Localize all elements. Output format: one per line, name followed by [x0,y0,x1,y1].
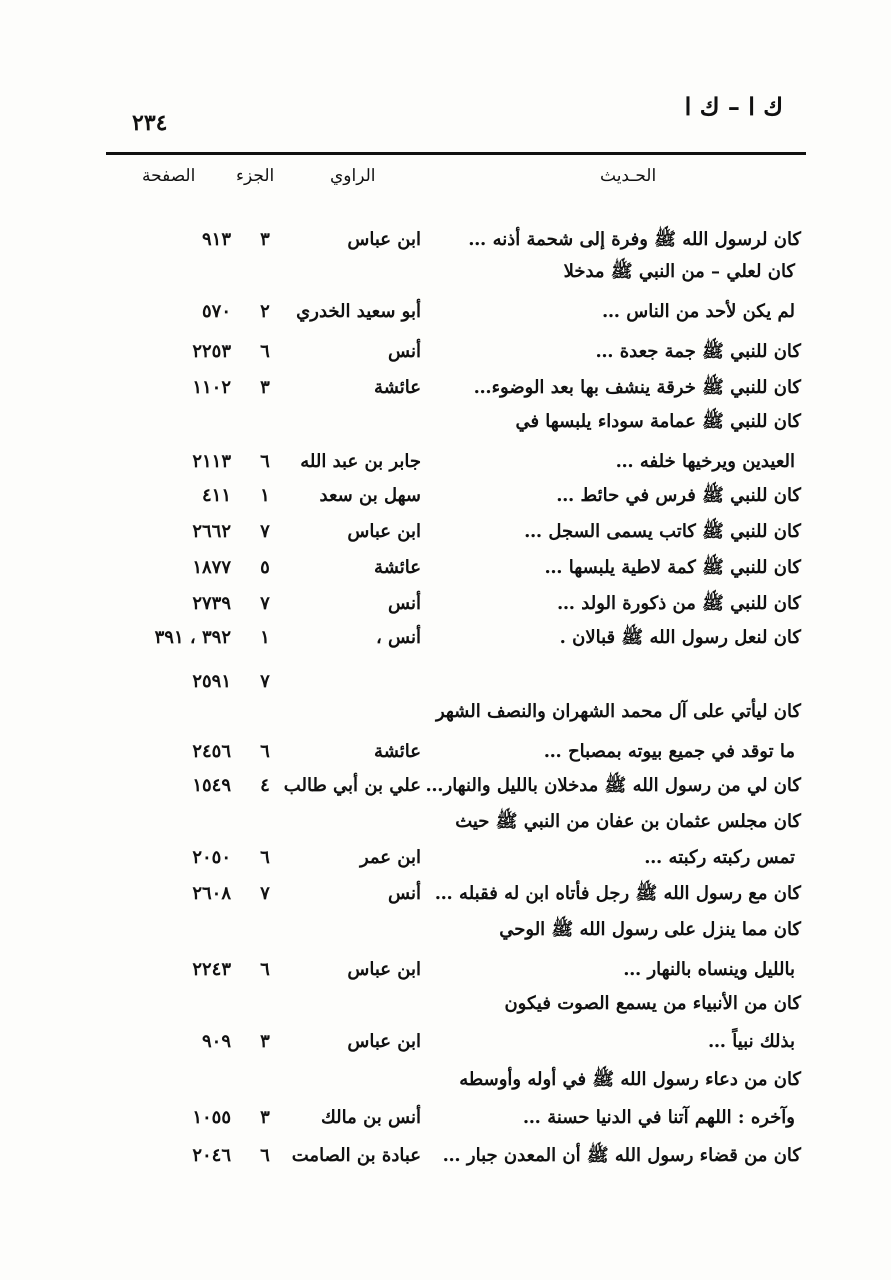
page-ref: ١١٠٢ [192,377,231,398]
table-row [0,696,891,728]
juz-number: ٢ [260,301,270,322]
rawi-name: عائشة [374,557,421,578]
column-header-juz: الجزء [236,166,275,186]
page-ref: ٢٦٠٨ [192,883,231,904]
rawi-name: أنس [388,341,421,362]
page-ref: ٢٠٥٠ [192,847,231,868]
table-row [0,622,891,654]
hadith-text: كان من قضاء رسول الله ﷺ أن المعدن جبار … [442,1145,801,1166]
table-row [0,256,891,288]
hadith-text: كان مما ينزل على رسول الله ﷺ الوحي [499,919,801,940]
juz-number: ١ [260,627,270,648]
hadith-text: بالليل وينساه بالنهار … [623,959,795,980]
rawi-name: ابن عمر [359,847,421,868]
hadith-text: كان للنبي ﷺ جمة جعدة … [595,341,801,362]
page-ref: ٢١١٣ [192,451,231,472]
rawi-name: أنس [388,883,421,904]
page-ref: ٢٢٥٣ [192,341,231,362]
rawi-name: ابن عباس [347,1031,421,1052]
hadith-text: كان للنبي ﷺ عمامة سوداء يلبسها في [515,411,801,432]
table-row [0,446,891,478]
table-row [0,736,891,768]
column-header-rawi: الراوي [330,166,376,186]
hadith-text: وآخره : اللهم آتنا في الدنيا حسنة … [522,1107,795,1128]
table-row [0,372,891,404]
rawi-name: ابن عباس [347,229,421,250]
hadith-text: كان لعلي – من النبي ﷺ مدخلا [563,261,795,282]
rawi-name: أنس [388,593,421,614]
hadith-text: كان ليأتي على آل محمد الشهران والنصف الشهر [435,701,801,722]
juz-number: ٧ [260,593,270,614]
table-row [0,988,891,1020]
table-row [0,666,891,698]
rawi-name: أبو سعيد الخدري [296,301,421,322]
hadith-text: كان مع رسول الله ﷺ رجل فأتاه ابن له فقبله … [434,883,801,904]
table-row [0,552,891,584]
page-ref: ٢٥٩١ [192,671,231,692]
rawi-name: عبادة بن الصامت [291,1145,421,1166]
rawi-name: سهل بن سعد [319,485,421,506]
juz-number: ٦ [260,847,270,868]
table-row [0,296,891,328]
page-ref: ٥٧٠ [201,301,231,322]
rawi-name: عائشة [374,741,421,762]
table-row [0,1140,891,1172]
rawi-name: ابن عباس [347,521,421,542]
hadith-text: ما توقد في جميع بيوته بمصباح … [543,741,795,762]
hadith-text: كان للنبي ﷺ فرس في حائط … [556,485,801,506]
page-ref: ١٨٧٧ [192,557,231,578]
hadith-text: كان من دعاء رسول الله ﷺ في أوله وأوسطه [459,1069,801,1090]
hadith-text: العيدين ويرخيها خلفه … [615,451,795,472]
juz-number: ٣ [260,229,270,250]
column-header-safha: الصفحة [142,166,196,186]
rawi-name: علي بن أبي طالب [283,775,421,796]
hadith-text: كان من الأنبياء من يسمع الصوت فيكون [504,993,801,1014]
hadith-text: كان لرسول الله ﷺ وفرة إلى شحمة أذنه … [468,229,801,250]
table-row [0,1064,891,1096]
header-rule [106,152,806,155]
table-row [0,406,891,438]
page-ref: ٩١٣ [201,229,231,250]
table-row [0,224,891,256]
hadith-text: لم يكن لأحد من الناس … [601,301,795,322]
table-row [0,1026,891,1058]
page-ref: ١٠٥٥ [192,1107,231,1128]
juz-number: ٧ [260,671,270,692]
juz-number: ٦ [260,741,270,762]
juz-number: ٧ [260,521,270,542]
table-row [0,954,891,986]
page-ref: ٩٠٩ [201,1031,231,1052]
rawi-name: ابن عباس [347,959,421,980]
rawi-name: أنس ، [375,627,421,648]
juz-number: ٤ [260,775,270,796]
table-row [0,806,891,838]
section-header: ك ا – ك ا [684,92,783,121]
juz-number: ٦ [260,1145,270,1166]
hadith-text: كان للنبي ﷺ كاتب يسمى السجل … [524,521,801,542]
hadith-text: بذلك نبياً … [707,1031,795,1052]
table-row [0,588,891,620]
juz-number: ٣ [260,1107,270,1128]
table-row [0,480,891,512]
page-ref: ٣٩٢ ، ٣٩١ [154,627,231,648]
rawi-name: عائشة [374,377,421,398]
rawi-name: أنس بن مالك [321,1107,421,1128]
column-header-hadith: الحـديث [600,166,657,186]
table-row [0,336,891,368]
juz-number: ٦ [260,451,270,472]
page-ref: ٢٢٤٣ [192,959,231,980]
juz-number: ٦ [260,341,270,362]
table-row [0,516,891,548]
juz-number: ٧ [260,883,270,904]
hadith-text: كان مجلس عثمان بن عفان من النبي ﷺ حيث [455,811,801,832]
hadith-text: كان للنبي ﷺ من ذكورة الولد … [557,593,801,614]
hadith-text: كان لنعل رسول الله ﷺ قبالان . [559,627,801,648]
hadith-text: كان لي من رسول الله ﷺ مدخلان بالليل والنهار… [425,775,801,796]
juz-number: ٥ [260,557,270,578]
table-row [0,914,891,946]
juz-number: ٣ [260,377,270,398]
page-ref: ٢٦٦٢ [192,521,231,542]
page-ref: ٤١١ [201,485,231,506]
page-ref: ٢٠٤٦ [192,1145,231,1166]
page-ref: ١٥٤٩ [192,775,231,796]
juz-number: ١ [260,485,270,506]
page-ref: ٢٤٥٦ [192,741,231,762]
table-row [0,878,891,910]
table-row [0,770,891,802]
page-number: ٢٣٤ [132,110,168,136]
hadith-text: كان للنبي ﷺ خرقة ينشف بها بعد الوضوء… [473,377,801,398]
page-ref: ٢٧٣٩ [192,593,231,614]
hadith-text: كان للنبي ﷺ كمة لاطية يلبسها … [544,557,801,578]
hadith-text: تمس ركبته ركبته … [644,847,795,868]
table-row [0,842,891,874]
juz-number: ٦ [260,959,270,980]
rawi-name: جابر بن عبد الله [300,451,421,472]
juz-number: ٣ [260,1031,270,1052]
table-row [0,1102,891,1134]
